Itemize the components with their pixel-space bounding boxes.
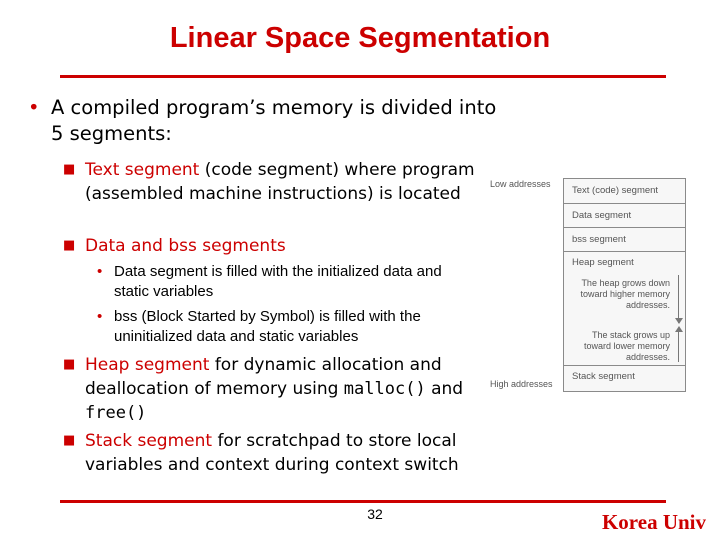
bullet-dot-icon: • (97, 263, 103, 280)
data-segment-box: Data segment (564, 204, 685, 228)
square-bullet-icon: ■ (63, 162, 76, 177)
data-sub-text: Data segment is filled with the initialized data and static variables (114, 263, 442, 300)
free-code: free() (85, 403, 147, 423)
bullet-dot-icon: • (97, 308, 103, 325)
bss-sub-item (97, 307, 477, 347)
stack-segment-key: Stack segment (85, 431, 213, 451)
arrow-head-down-icon (675, 318, 683, 324)
title-rule (60, 75, 666, 78)
text-segment-key: Text segment (85, 160, 200, 180)
text-segment-desc: (code segment) where program (assembled machine instructions) is located (85, 160, 475, 204)
heap-down-arrow-icon (678, 275, 679, 323)
intro-bullet (28, 95, 498, 147)
stack-segment-box: Stack segment (564, 365, 685, 391)
intro-text: A compiled program’s memory is divided into 5 segments: (51, 96, 497, 145)
footer-brand: Korea Univ (601, 510, 706, 534)
slide-title: Linear Space Segmentation (169, 22, 551, 54)
arrow-head-up-icon (675, 326, 683, 332)
stack-up-arrow-icon (678, 330, 679, 362)
bullet-dot-icon: • (28, 96, 40, 119)
high-addresses-label: High addresses (490, 379, 553, 389)
heap-segment-desc: for dynamic allocation and deallocation of memory using (85, 355, 442, 399)
stack-segment-desc: for scratchpad to store local variables and context during context switch (85, 431, 459, 475)
square-bullet-icon: ■ (63, 357, 76, 372)
heap-segment-box: Heap segment (572, 257, 634, 268)
square-bullet-icon: ■ (63, 433, 76, 448)
bss-sub-text: bss (Block Started by Symbol) is filled with the uninitialized data and static variables (114, 308, 421, 345)
data-segment-item (63, 234, 488, 258)
stack-segment-item (63, 429, 488, 477)
text-segment-item (63, 158, 488, 206)
data-sub-item (97, 262, 477, 302)
heap-segment-item (63, 353, 488, 425)
data-segment-key: Data and bss segments (85, 236, 286, 256)
stack-growth-note: The stack grows up toward lower memory addresses. (583, 330, 670, 362)
memory-layout-figure (490, 170, 690, 395)
heap-growth-note: The heap grows down toward higher memory addresses. (580, 278, 670, 310)
heap-segment-key: Heap segment (85, 355, 210, 375)
text-segment-box: Text (code) segment (564, 179, 685, 204)
bss-segment-box: bss segment (564, 228, 685, 252)
heap-segment-and: and (425, 379, 464, 399)
page-number: 32 (367, 506, 383, 522)
low-addresses-label: Low addresses (490, 179, 551, 189)
malloc-code: malloc() (343, 379, 426, 399)
square-bullet-icon: ■ (63, 238, 76, 253)
footer-rule (60, 500, 666, 503)
